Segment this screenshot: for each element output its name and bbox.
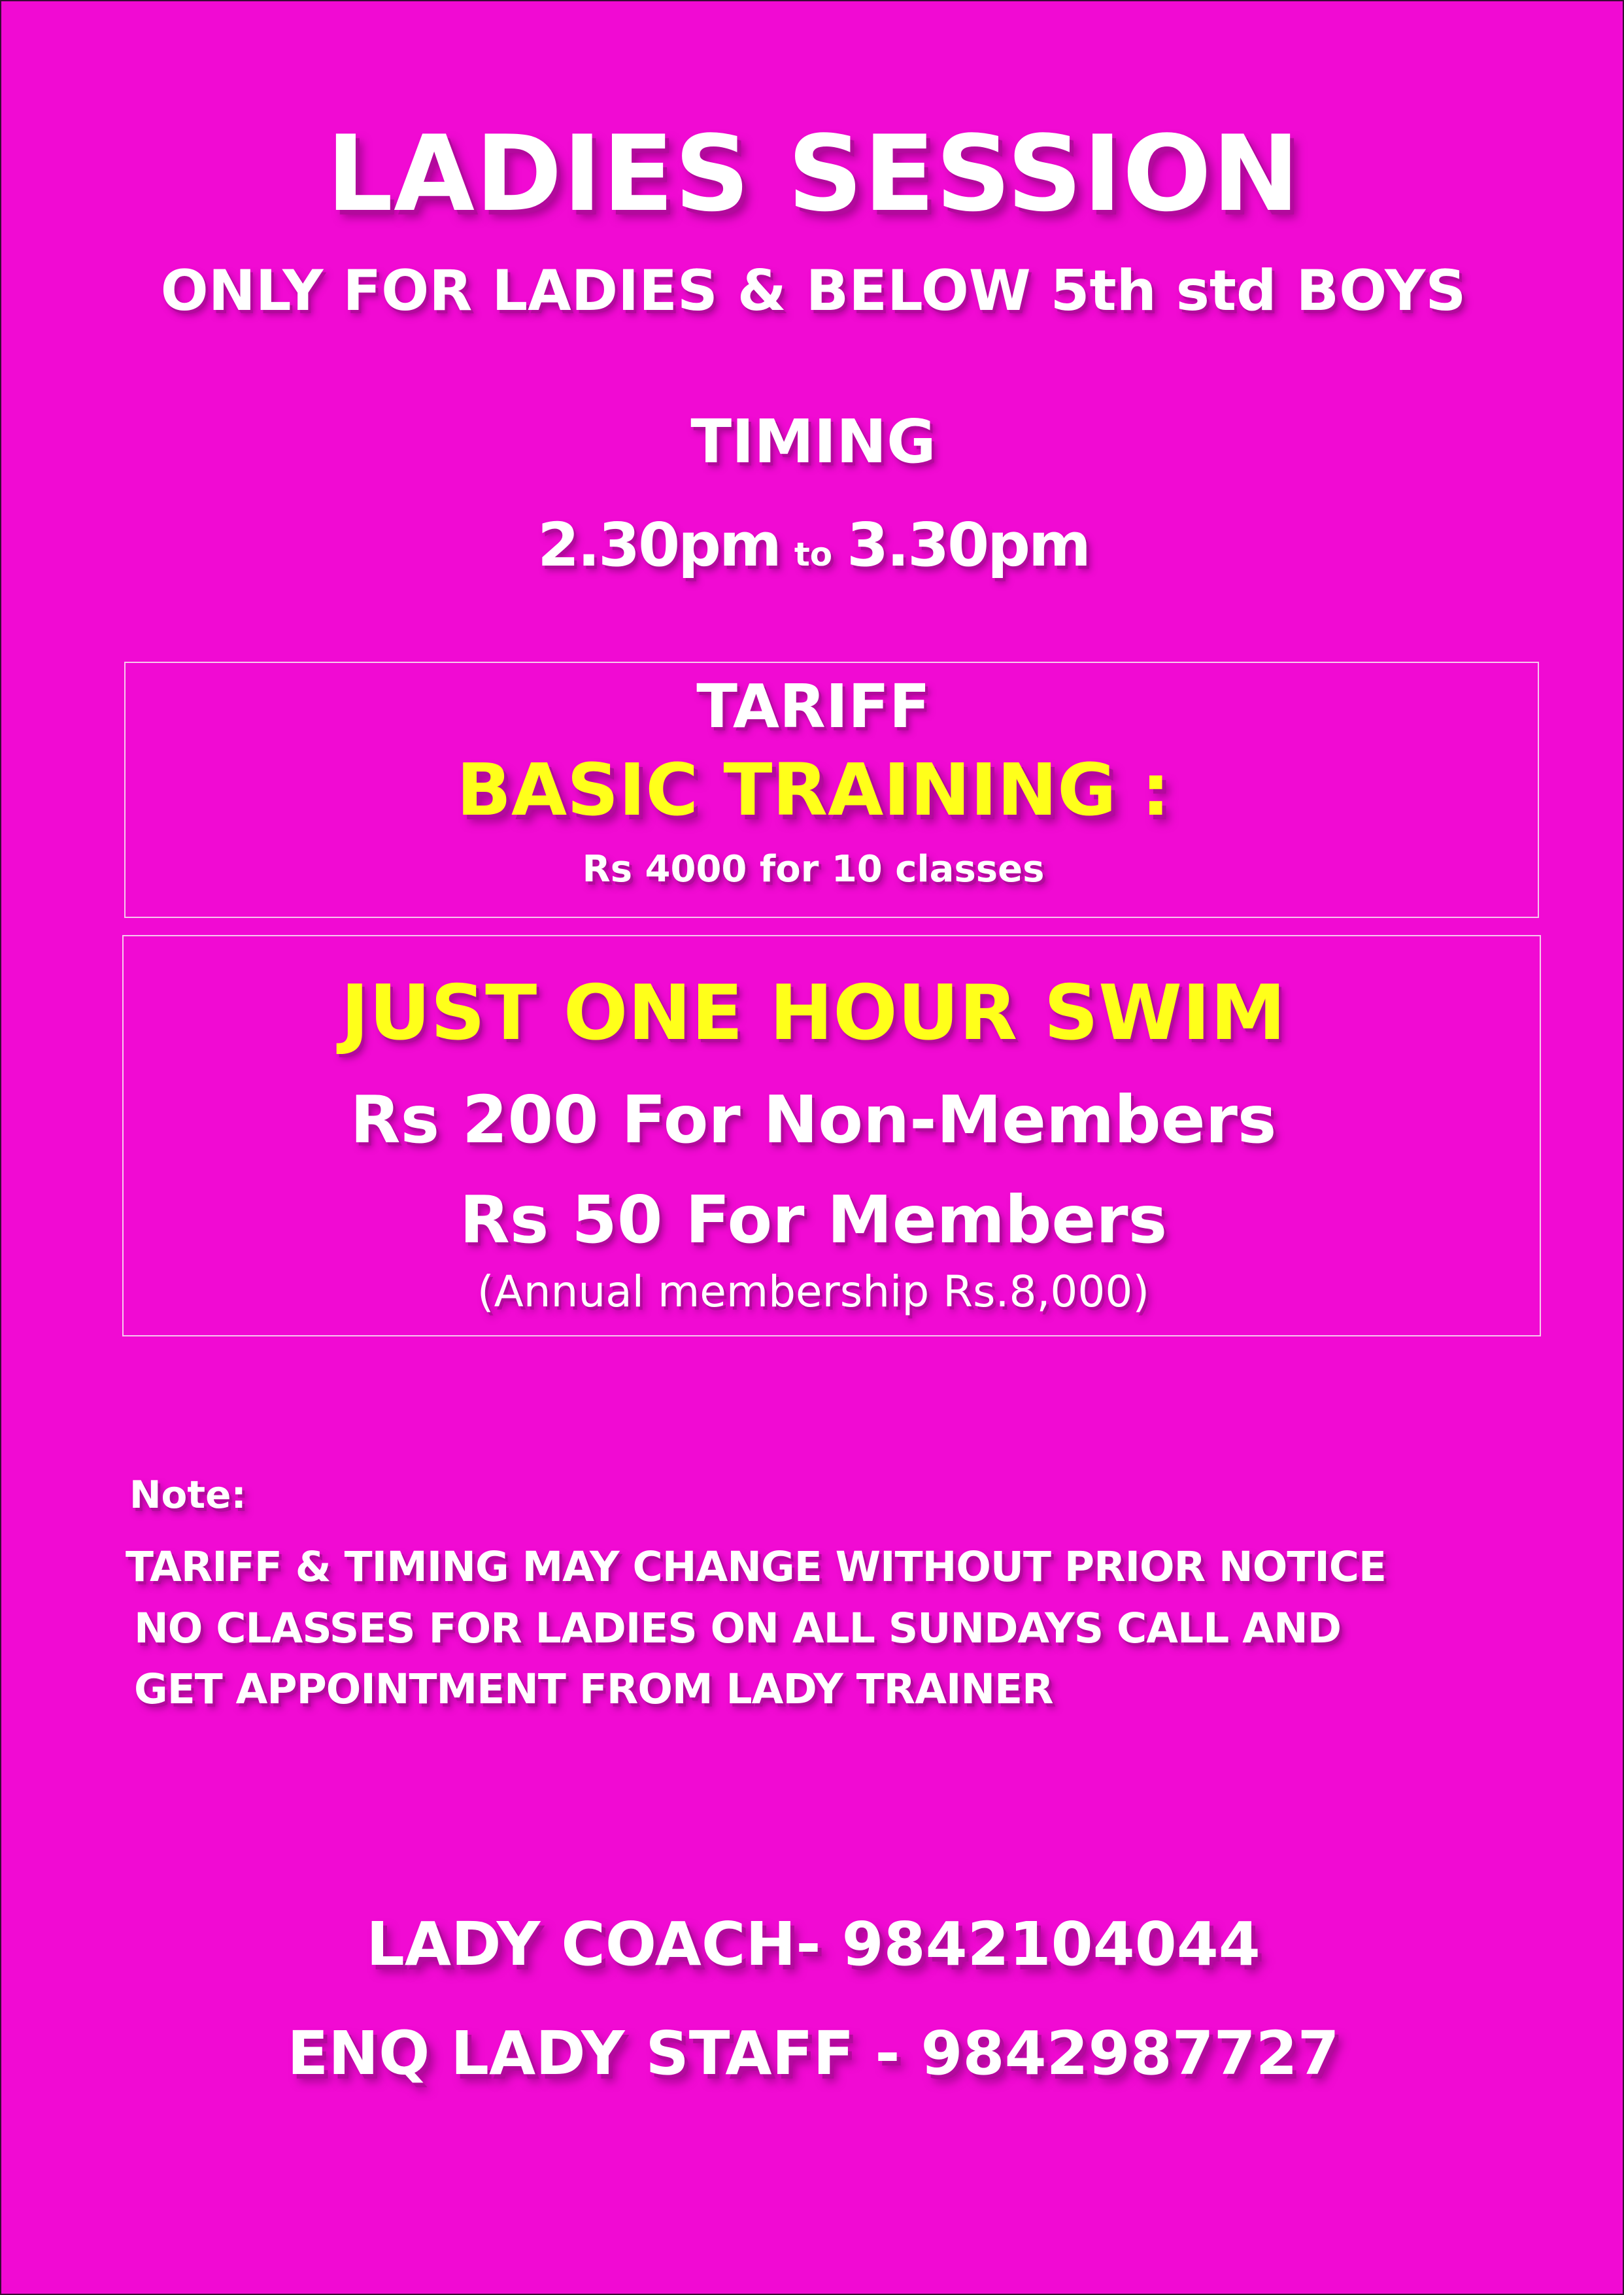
swim-title: JUST ONE HOUR SWIM	[341, 969, 1286, 1057]
timing-end: 3.30pm	[847, 510, 1089, 580]
note-line: GET APPOINTMENT FROM LADY TRAINER	[134, 1665, 1053, 1713]
note-line: TARIFF & TIMING MAY CHANGE WITHOUT PRIOR NOTICE	[126, 1543, 1387, 1591]
tariff-label: TARIFF	[696, 672, 930, 741]
timing-separator: to	[794, 536, 833, 573]
basic-training-price: Rs 4000 for 10 classes	[582, 848, 1045, 891]
timing-label: TIMING	[690, 407, 936, 477]
note-line: NO CLASSES FOR LADIES ON ALL SUNDAYS CALL AND	[134, 1605, 1342, 1652]
timing-range	[1, 510, 1624, 580]
timing-start: 2.30pm	[537, 510, 780, 580]
annual-membership: (Annual membership Rs.8,000)	[477, 1266, 1150, 1317]
enquiry-staff-contact: ENQ LADY STAFF - 9842987727	[287, 2018, 1340, 2088]
note-label: Note:	[129, 1472, 246, 1517]
swim-non-members-price: Rs 200 For Non-Members	[350, 1081, 1277, 1158]
page-title: LADIES SESSION	[326, 112, 1300, 235]
swim-members-price: Rs 50 For Members	[459, 1182, 1168, 1258]
basic-training-title: BASIC TRAINING :	[456, 748, 1170, 832]
lady-coach-contact: LADY COACH- 9842104044	[366, 1909, 1260, 1979]
subtitle: ONLY FOR LADIES & BELOW 5th std BOYS	[160, 258, 1466, 324]
